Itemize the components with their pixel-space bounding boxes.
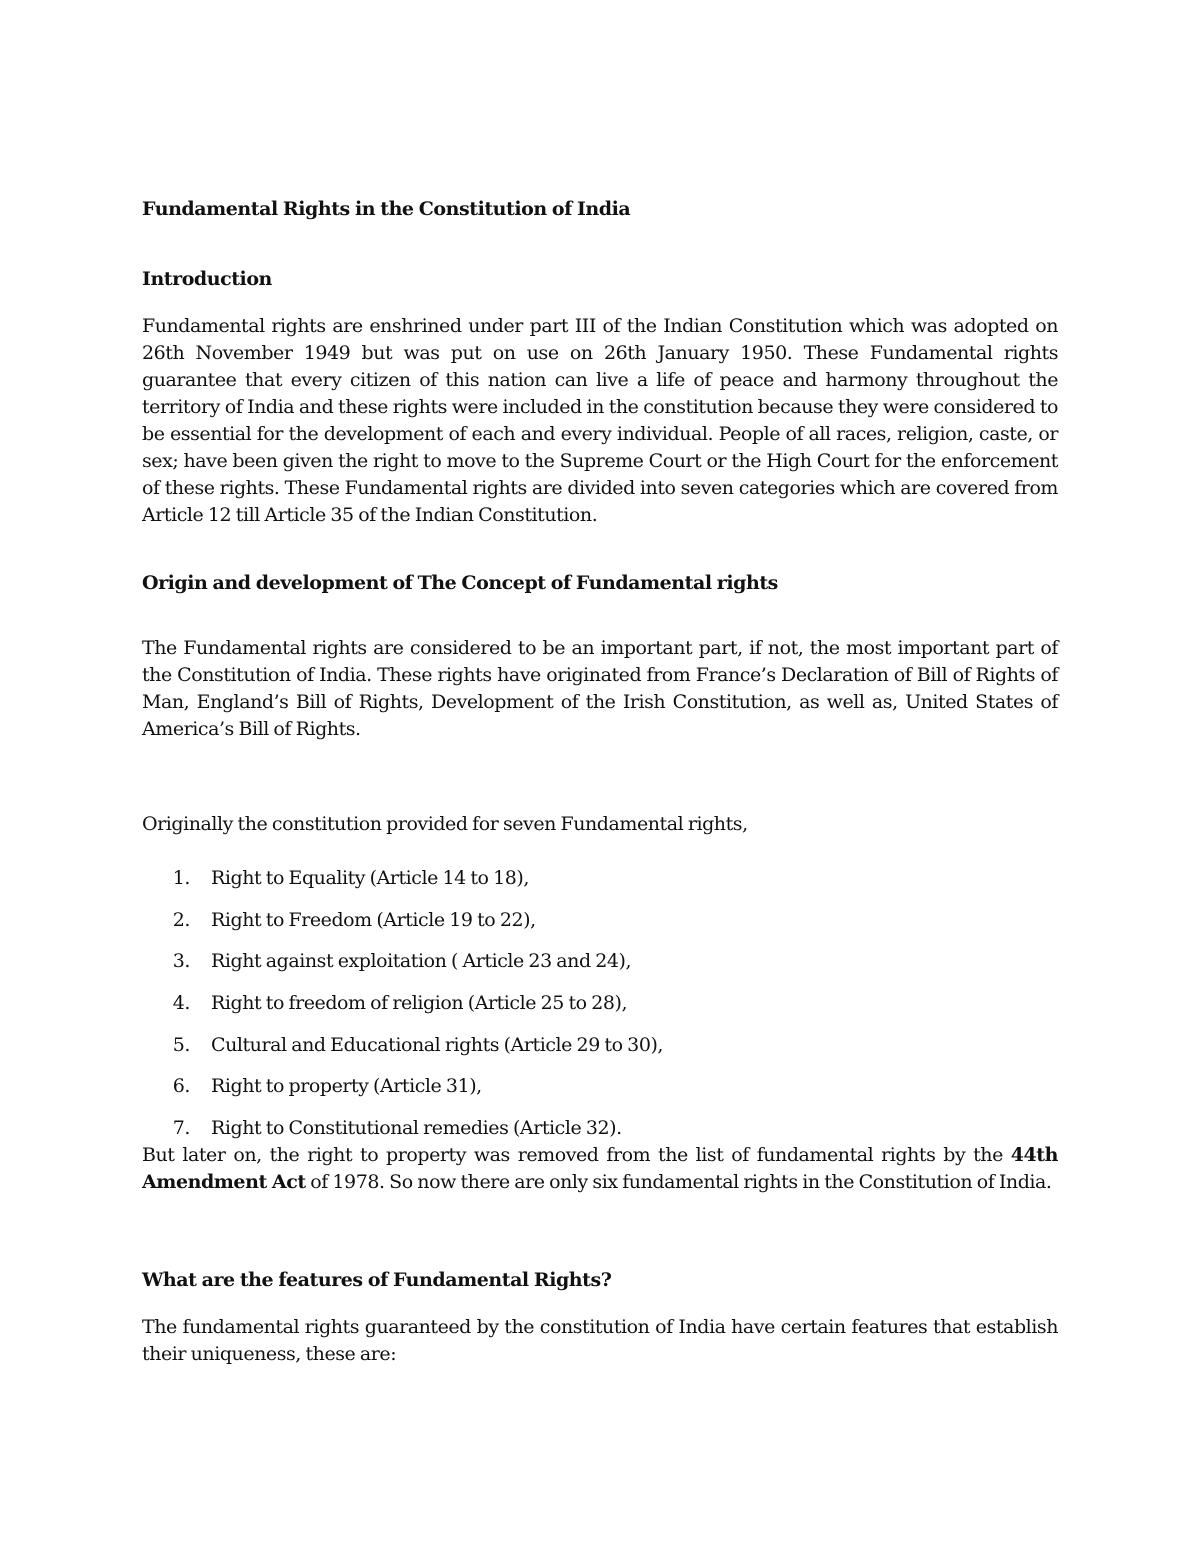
list-item-text: Right to Freedom (Article 19 to 22), <box>211 908 536 931</box>
list-item-text: Cultural and Educational rights (Article 29 to 30), <box>211 1033 664 1056</box>
list-item <box>142 1115 1058 1142</box>
amendment-text-after: of 1978. So now there are only six fundamental rights in the Constitution of India. <box>305 1171 1052 1194</box>
features-paragraph: The fundamental rights guaranteed by the constitution of India have certain features that establish their uniqueness, these are: <box>142 1316 1058 1366</box>
list-item-text: Right to freedom of religion (Article 25 to 28), <box>211 992 628 1015</box>
list-item <box>142 907 1058 934</box>
list-item <box>142 1073 1058 1100</box>
list-item <box>142 1032 1058 1059</box>
list-item-number: 1. <box>172 867 190 889</box>
list-item-number: 2. <box>172 908 190 931</box>
list-item-text: Right to Constitutional remedies (Article 32). <box>211 1117 622 1140</box>
list-item-number: 3. <box>172 950 190 973</box>
list-item-number: 7. <box>172 1117 190 1140</box>
list-item-number: 5. <box>172 1033 190 1056</box>
document-body <box>142 196 1058 1368</box>
list-item <box>142 948 1058 975</box>
amendment-paragraph <box>142 1142 1058 1196</box>
document-title: Fundamental Rights in the Constitution of India <box>142 198 631 220</box>
features-heading: What are the features of Fundamental Rights? <box>142 1269 612 1292</box>
list-item <box>142 990 1058 1017</box>
list-item-text: Right against exploitation ( Article 23 and 24), <box>211 950 632 973</box>
list-item-number: 6. <box>172 1075 190 1098</box>
list-item-text: Right to property (Article 31), <box>211 1075 482 1098</box>
amendment-text-before: But later on, the right to property was removed from the list of fundamental rights by the <box>142 1144 1011 1167</box>
list-item-number: 4. <box>172 992 190 1015</box>
list-item-text: Right to Equality (Article 14 to 18), <box>211 867 529 889</box>
rights-list-intro: Originally the constitution provided for seven Fundamental rights, <box>142 813 748 835</box>
origin-heading: Origin and development of The Concept of Fundamental rights <box>142 572 778 594</box>
introduction-paragraph: Fundamental rights are enshrined under part III of the Indian Constitution which was adopted on 26th November 1949 but was put on use on 26th January 1950. These Fundamental rights guarantee that every citizen of this nation can live a life of peace and harmony throughout the territory of India and these rights were included in the constitution because they were considered to be essential for the development of each and every individual. People of all races, religion, caste, or sex; have been given the right to move to the Supreme Court or the High Court for the enforcement of these rights. These Fundamental rights are divided into seven categories which are covered from Article 12 till Article 35 of the Indian Constitution. <box>142 315 1058 526</box>
list-item <box>142 865 1058 892</box>
fundamental-rights-list <box>142 865 1058 1142</box>
amendment-act-name: 44th Amendment Act <box>142 1144 1058 1194</box>
origin-paragraph: The Fundamental rights are considered to be an important part, if not, the most important part of the Constitution of India. These rights have originated from France’s Declaration of Bill of Rights of Man, England’s Bill of Rights, Development of the Irish Constitution, as well as, United States of America’s Bill of Rights. <box>142 637 1058 740</box>
introduction-heading: Introduction <box>142 268 272 290</box>
